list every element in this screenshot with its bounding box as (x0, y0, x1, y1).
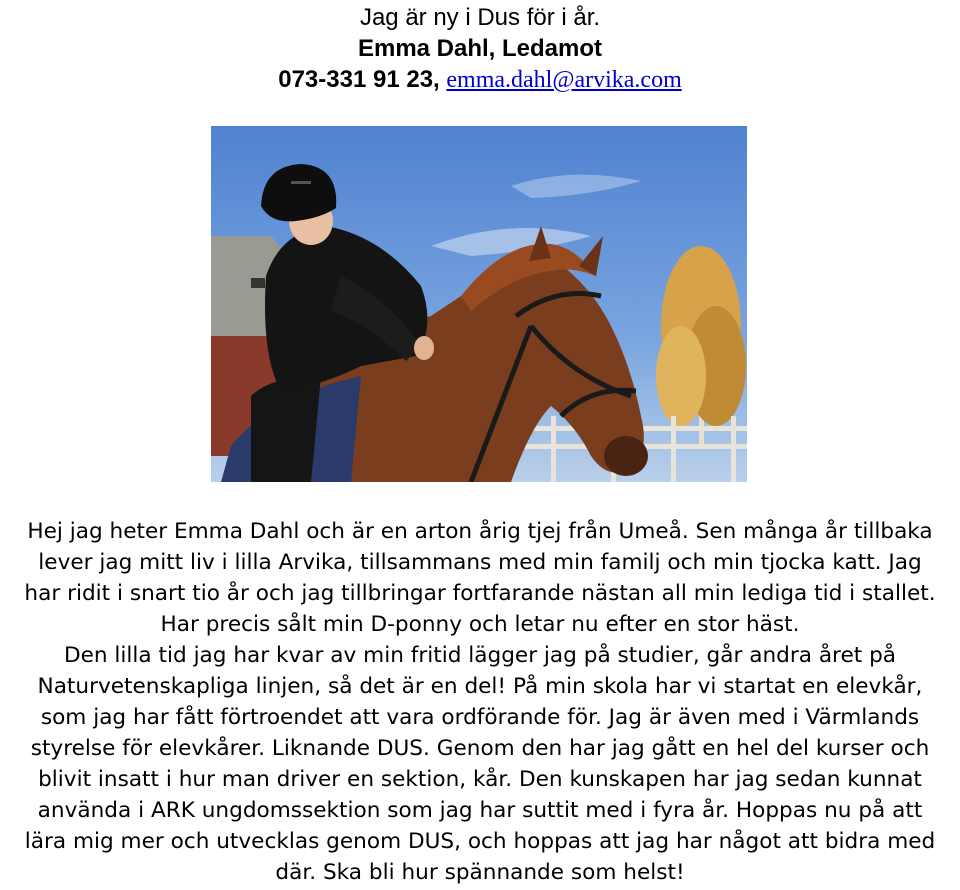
bio-line: har ridit i snart tio år och jag tillbringar fortfarande nästan all min lediga tid i stallet. (24, 581, 936, 606)
bio-line: lever jag mitt liv i lilla Arvika, tillsammans med min familj och min tjocka katt. Jag (38, 550, 922, 575)
profile-photo (211, 126, 747, 482)
bio-line: Har precis sålt min D-ponny och letar nu efter en stor häst. (160, 612, 800, 637)
contact-line (0, 64, 960, 96)
intro-line: Jag är ny i Dus för i år. (359, 4, 601, 31)
bio-text (0, 516, 960, 888)
name-role-line: Emma Dahl, Ledamot (357, 35, 603, 62)
bio-line: Den lilla tid jag har kvar av min fritid lägger jag på studier, går andra året på (63, 643, 897, 668)
email-link[interactable]: emma.dahl@arvika.com (446, 67, 682, 93)
bio-line: som jag har fått förtroendet att vara ordförande för. Jag är även med i Värmlands (40, 705, 920, 730)
bio-line: blivit insatt i hur man driver en sektion, kår. Den kunskapen har jag sedan kunnat (38, 767, 922, 792)
bio-line: där. Ska bli hur spännande som helst! (275, 860, 685, 885)
phone-number: 073-331 91 23, (278, 66, 440, 93)
bio-line: lära mig mer och utvecklas genom DUS, och hoppas att jag har något att bidra med (24, 829, 936, 854)
bio-line: styrelse för elevkårer. Liknande DUS. Genom den har jag gått en hel del kurser och (30, 736, 930, 761)
bio-line: använda i ARK ungdomssektion som jag har suttit med i fyra år. Hoppas nu på att (37, 798, 923, 823)
bio-line: Naturvetenskapliga linjen, så det är en del! På min skola har vi startat en elevkår, (37, 674, 923, 699)
header (0, 2, 960, 96)
bio-line: Hej jag heter Emma Dahl och är en arton årig tjej från Umeå. Sen många år tillbaka (27, 519, 933, 544)
